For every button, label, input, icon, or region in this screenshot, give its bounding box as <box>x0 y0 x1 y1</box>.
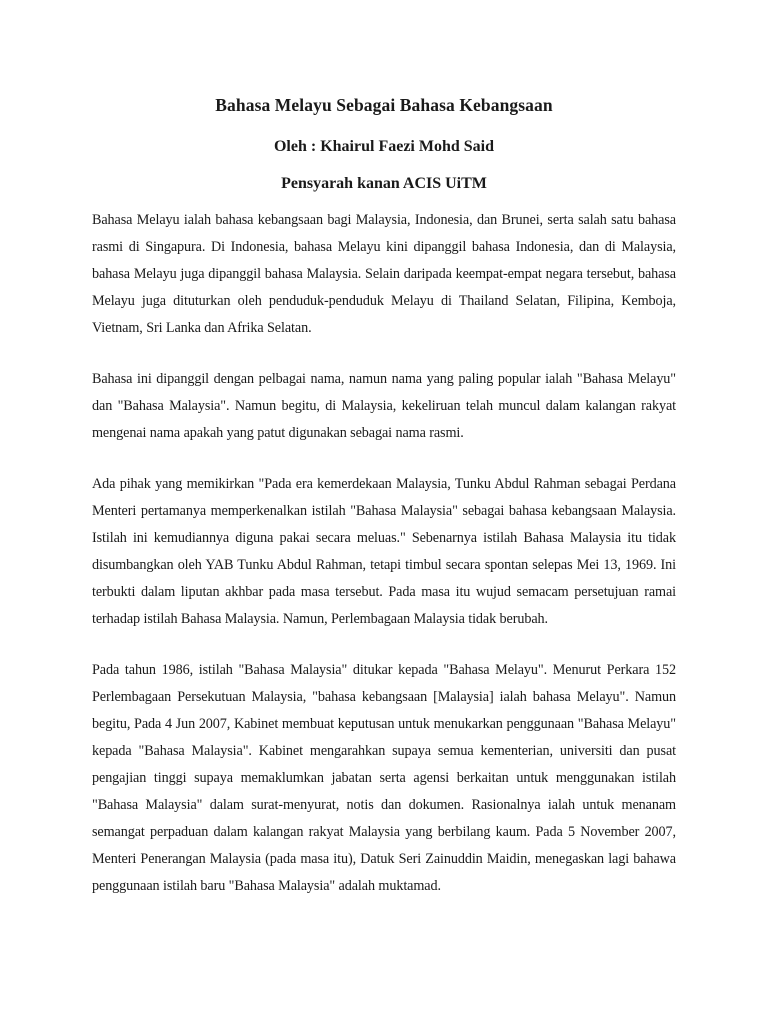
paragraph: Bahasa Melayu ialah bahasa kebangsaan bagi Malaysia, Indonesia, dan Brunei, serta salah satu bahasa rasmi di Singapura. Di Indonesia, bahasa Melayu kini dipanggil bahasa Indonesia, dan di Malaysia, bahasa Melayu juga dipanggil bahasa Malaysia. Selain daripada keempat-empat negara tersebut, bahasa Melayu juga dituturkan oleh penduduk-penduduk Melayu di Thailand Selatan, Filipina, Kemboja, Vietnam, Sri Lanka dan Afrika Selatan. <box>92 212 676 336</box>
affiliation-line: Pensyarah kanan ACIS UiTM <box>281 175 487 192</box>
paragraph: Ada pihak yang memikirkan "Pada era kemerdekaan Malaysia, Tunku Abdul Rahman sebagai Perdana Menteri pertamanya memperkenalkan istilah "Bahasa Malaysia" sebagai bahasa kebangsaan Malaysia. Istilah ini kemudiannya diguna pakai secara meluas." Sebenarnya istilah Bahasa Malaysia itu tidak disumbangkan oleh YAB Tunku Abdul Rahman, tetapi timbul secara spontan selepas Mei 13, 1969. Ini terbukti dalam liputan akhbar pada masa tersebut. Pada masa itu wujud semacam persetujuan ramai terhadap istilah Bahasa Malaysia. Namun, Perlembagaan Malaysia tidak berubah. <box>92 476 676 627</box>
document-body <box>92 207 676 900</box>
paragraph: Bahasa ini dipanggil dengan pelbagai nama, namun nama yang paling popular ialah "Bahasa Melayu" dan "Bahasa Malaysia". Namun begitu, di Malaysia, kekeliruan telah muncul dalam kalangan rakyat mengenai nama apakah yang patut digunakan sebagai nama rasmi. <box>92 371 676 441</box>
document-title: Bahasa Melayu Sebagai Bahasa Kebangsaan <box>215 95 553 115</box>
paragraph: Pada tahun 1986, istilah "Bahasa Malaysia" ditukar kepada "Bahasa Melayu". Menurut Perkara 152 Perlembagaan Persekutuan Malaysia, "bahasa kebangsaan [Malaysia] ialah bahasa Melayu". Namun begitu, Pada 4 Jun 2007, Kabinet membuat keputusan untuk menukarkan penggunaan "Bahasa Melayu" kepada "Bahasa Malaysia". Kabinet mengarahkan supaya semua kementerian, universiti dan pusat pengajian tinggi supaya memaklumkan jabatan serta agensi berkaitan untuk menggunakan istilah "Bahasa Malaysia" dalam surat-menyurat, notis dan dokumen. Rasionalnya ialah untuk menanam semangat perpaduan dalam kalangan rakyat Malaysia yang berbilang kaum. Pada 5 November 2007, Menteri Penerangan Malaysia (pada masa itu), Datuk Seri Zainuddin Maidin, menegaskan lagi bahawa penggunaan istilah baru "Bahasa Malaysia" adalah muktamad. <box>92 662 676 894</box>
author-line: Oleh : Khairul Faezi Mohd Said <box>273 138 494 155</box>
